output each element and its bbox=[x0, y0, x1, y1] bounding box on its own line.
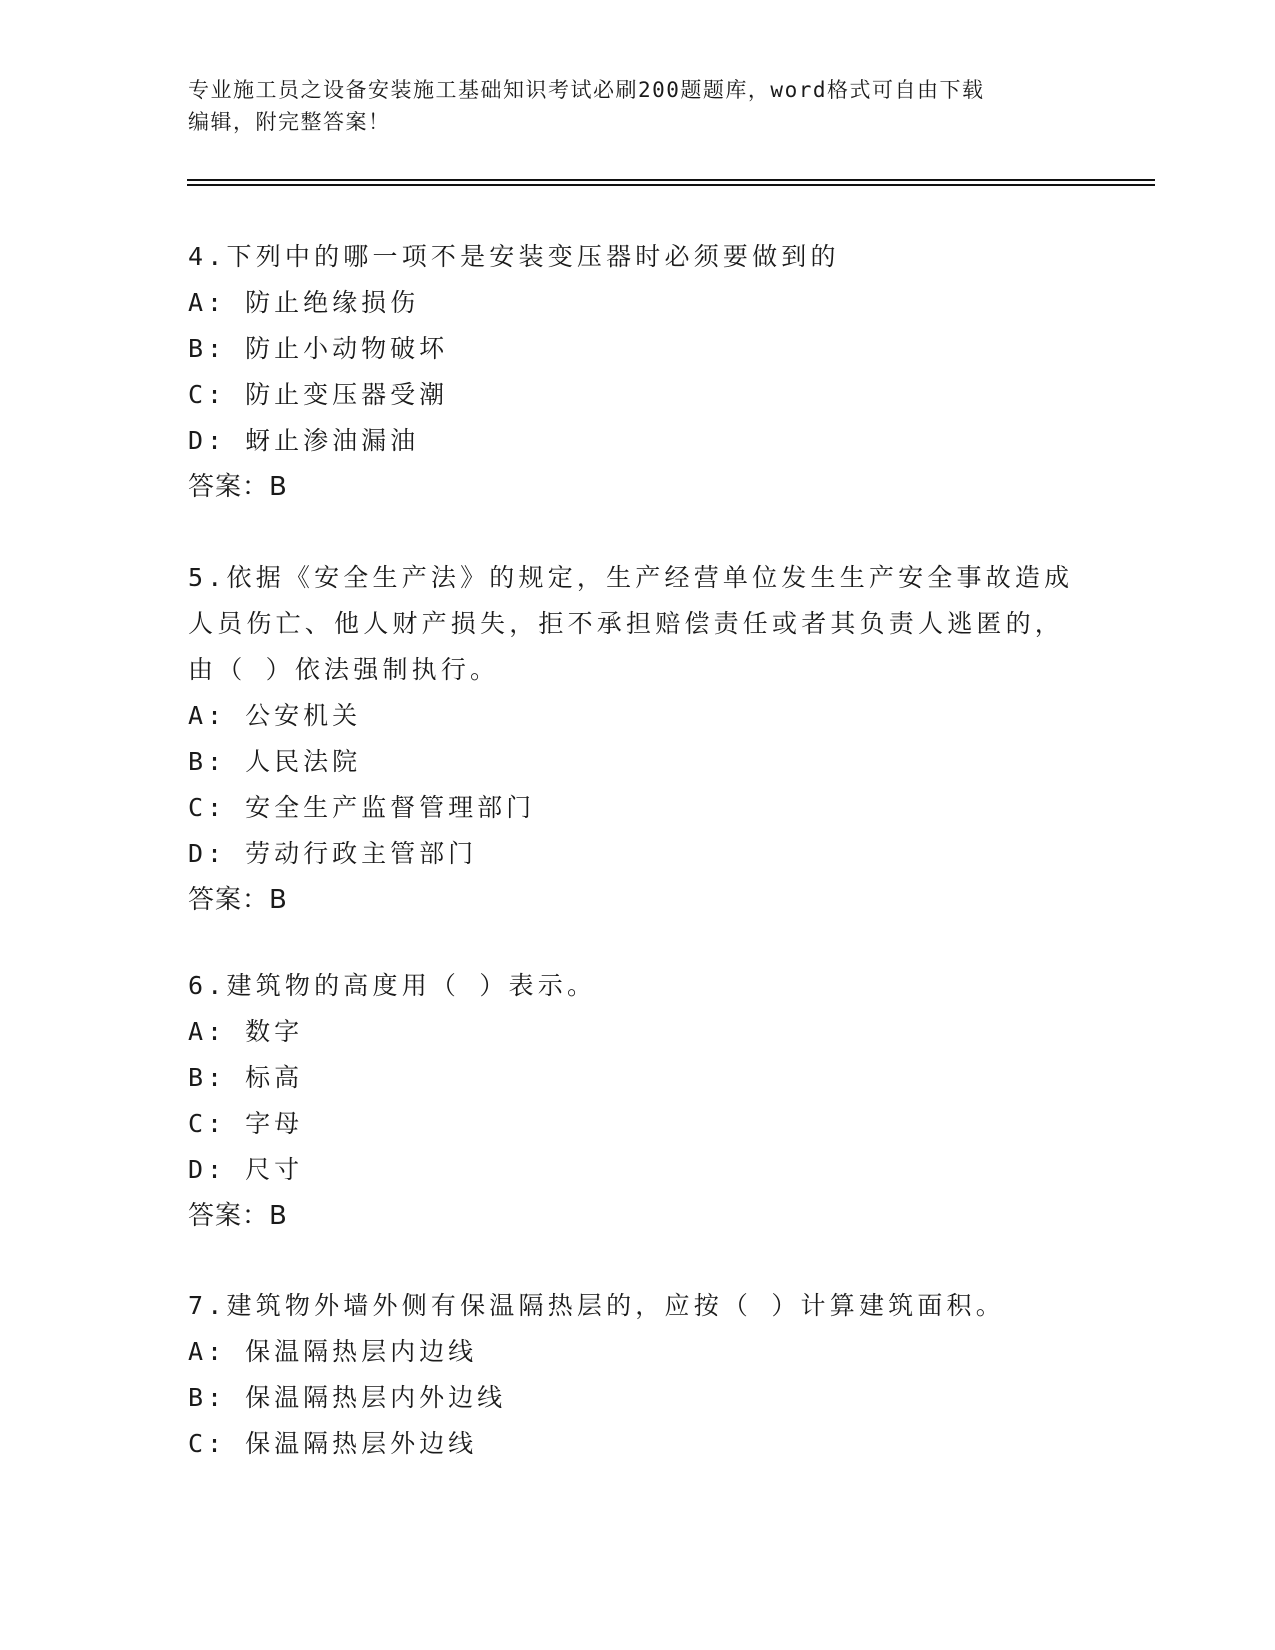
question-7 bbox=[188, 1283, 1088, 1467]
stem-line: 5.依据《安全生产法》的规定，生产经营单位发生生产安全事故造成 bbox=[188, 563, 1074, 592]
question-stem bbox=[188, 234, 1088, 280]
answer-line: 答案：B bbox=[188, 472, 288, 502]
header-divider-bottom bbox=[187, 184, 1155, 186]
question-stem bbox=[188, 963, 1088, 1009]
question-6 bbox=[188, 963, 1088, 1239]
option-b: B: 保温隔热层内外边线 bbox=[188, 1383, 507, 1412]
option-d: D: 尺寸 bbox=[188, 1155, 304, 1184]
stem-line: 7.建筑物外墙外侧有保温隔热层的，应按（ ）计算建筑面积。 bbox=[188, 1291, 1005, 1320]
option-c: C: 字母 bbox=[188, 1109, 304, 1138]
header-line-2: 编辑，附完整答案！ bbox=[188, 110, 391, 134]
option-a: A: 数字 bbox=[188, 1017, 304, 1046]
option-b: B: 标高 bbox=[188, 1063, 304, 1092]
option-c: C: 安全生产监督管理部门 bbox=[188, 793, 536, 822]
option-c: C: 保温隔热层外边线 bbox=[188, 1429, 478, 1458]
option-b: B: 人民法院 bbox=[188, 747, 362, 776]
stem-line: 人员伤亡、他人财产损失，拒不承担赔偿责任或者其负责人逃匿的， bbox=[188, 609, 1065, 638]
stem-line: 由（ ）依法强制执行。 bbox=[188, 655, 500, 684]
question-stem bbox=[188, 555, 1088, 693]
option-d: D: 蚜止渗油漏油 bbox=[188, 426, 420, 455]
document-header bbox=[188, 74, 1088, 138]
option-a: A: 保温隔热层内边线 bbox=[188, 1337, 478, 1366]
answer-line: 答案：B bbox=[188, 1201, 288, 1231]
option-b: B: 防止小动物破坏 bbox=[188, 334, 449, 363]
header-divider-top bbox=[187, 179, 1155, 181]
header-line-1: 专业施工员之设备安装施工基础知识考试必刷200题题库，word格式可自由下载 bbox=[188, 78, 985, 102]
option-a: A: 公安机关 bbox=[188, 701, 362, 730]
question-4 bbox=[188, 234, 1088, 510]
option-a: A: 防止绝缘损伤 bbox=[188, 288, 420, 317]
question-5 bbox=[188, 555, 1088, 923]
stem-line: 4.下列中的哪一项不是安装变压器时必须要做到的 bbox=[188, 242, 840, 271]
option-d: D: 劳动行政主管部门 bbox=[188, 839, 478, 868]
answer-line: 答案：B bbox=[188, 885, 288, 915]
option-c: C: 防止变压器受潮 bbox=[188, 380, 449, 409]
question-stem bbox=[188, 1283, 1088, 1329]
stem-line: 6.建筑物的高度用（ ）表示。 bbox=[188, 971, 597, 1000]
